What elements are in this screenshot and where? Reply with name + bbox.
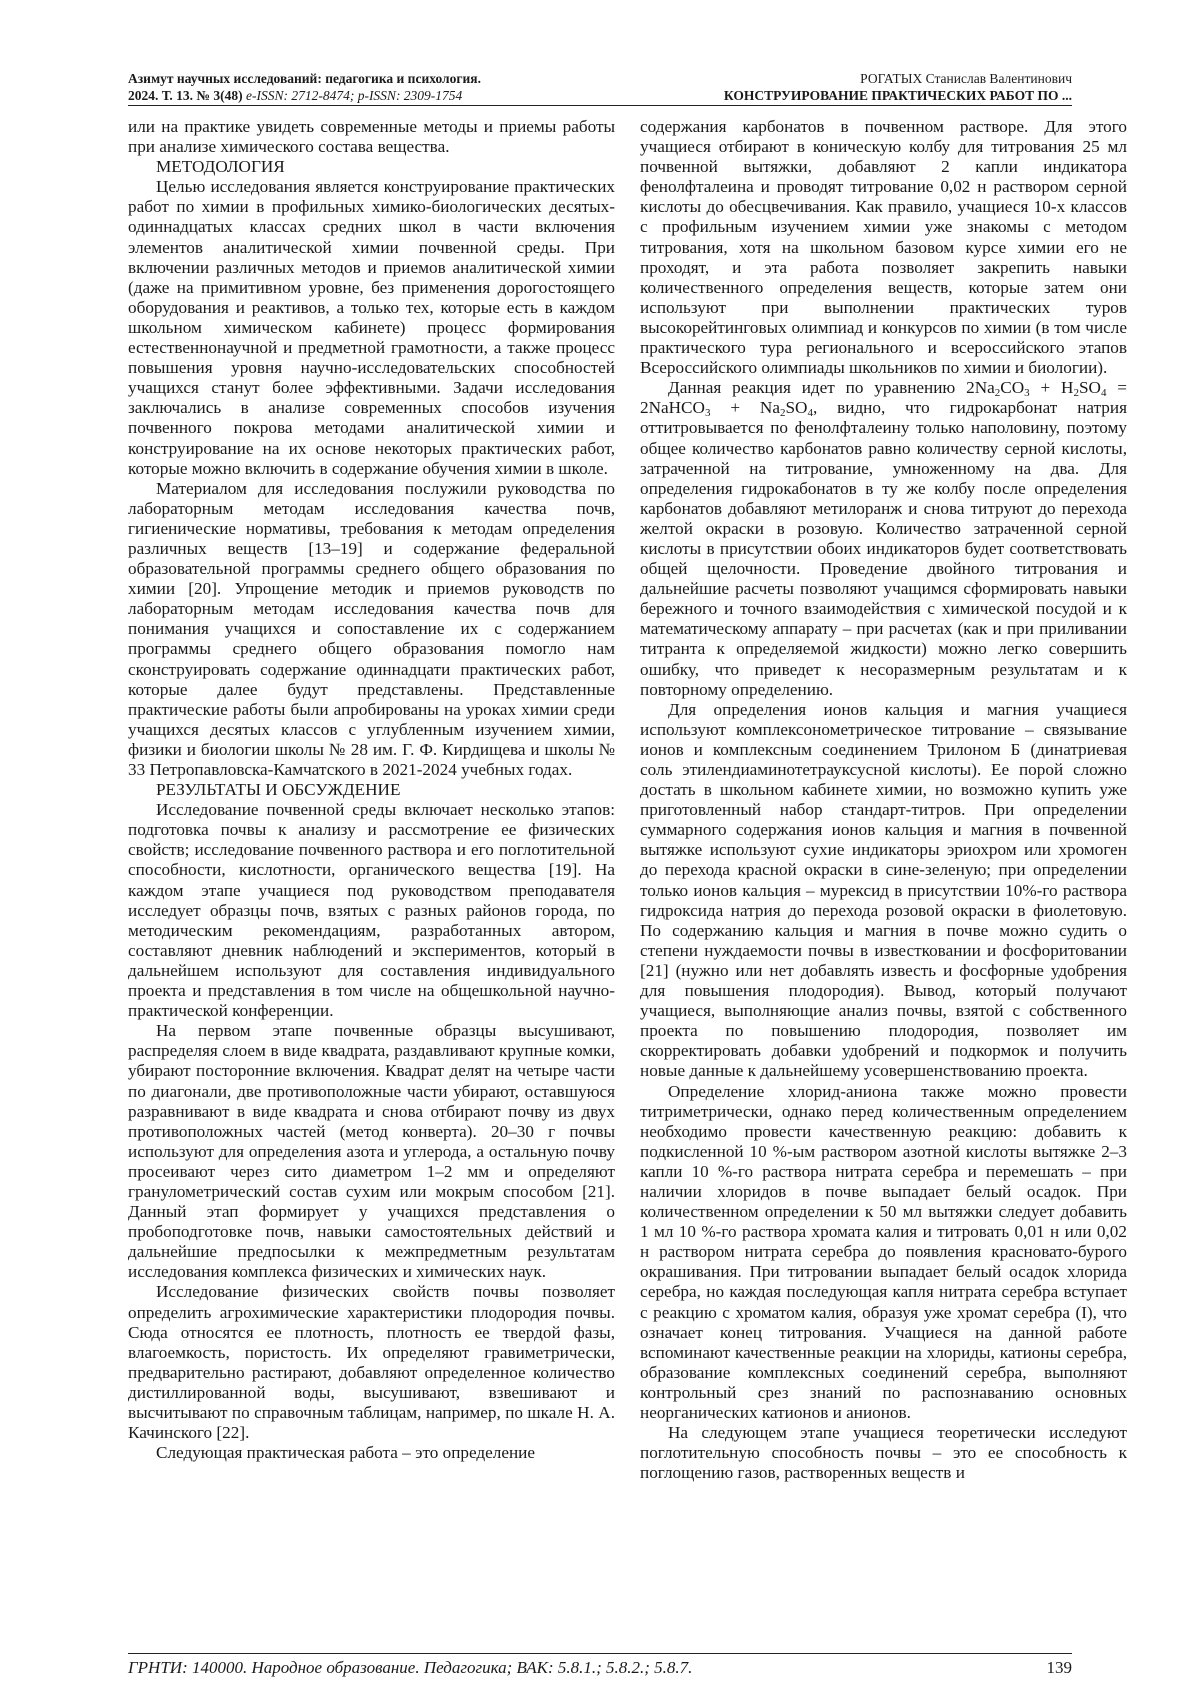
page-footer xyxy=(128,1658,1072,1678)
equation-text: SO xyxy=(1078,378,1101,398)
classification-codes: ГРНТИ: 140000. Народное образование. Педагогика; ВАК: 5.8.1.; 5.8.2.; 5.8.7. xyxy=(128,1658,693,1677)
right-column xyxy=(640,117,1127,1483)
journal-issue xyxy=(128,87,598,104)
paragraph: На первом этапе почвенные образцы высушивают, распределяя слоем в виде квадрата, раздавливают крупные комки, убирают посторонние включения. Квадрат делят на четыре части по диагонали, две противоположные части убирают, оставшуюся разравнивают в виде квадрата и снова отбирают почву из двух противоположных частей (метод конверта). 20–30 г почвы используют для определения азота и углерода, а остальную почву просеивают через сито диаметром 1–2 мм и определяют гранулометрический состав сухим или мокрым способом [21]. Данный этап формирует у учащихся представления о пробоподготовке почв, навыки самостоятельных действий и дальнейшие предпосылки к межпредметным результатам исследования комплекса физических и химических наук. xyxy=(128,1021,615,1282)
equation-paragraph xyxy=(640,378,1127,700)
paragraph-text: , видно, что гидрокарбонат натрия оттитровывается по фенолфталеину только наполовину, поэтому общее количество карбонатов равно количеству серной кислоты, затраченной на титрование, умноженному на два. Для определения гидрокабонатов в ту же колбу после определения карбонатов добавляют метилоранж и снова титруют до перехода желтой окраски в розовую. Количество затраченной серной кислоты в присутствии обоих индикаторов будет соответствовать общей щелочности. Проведение двойного титрования и дальнейшие расчеты позволяют учащимся сформировать навыки бережного и точного взаимодействия с химической посудой и к математическому аппарату – при расчетах (как и при приливании титранта к определяемой жидкости) можно легко совершить ошибку, что приведет к несоразмерным результатам и к повторному определению. xyxy=(640,398,1127,699)
journal-name: Азимут научных исследований: педагогика и психология. xyxy=(128,71,481,86)
author-name: РОГАТЫХ Станислав Валентинович xyxy=(860,71,1072,86)
issue-number: 2024. Т. 13. № 3(48) xyxy=(128,88,243,103)
subscript: 4 xyxy=(807,407,813,420)
paragraph: Целью исследования является конструирование практических работ по химии в профильных химико-биологических десятых-одиннадцатых классах средних школ в части включения элементов аналитической химии почвенной среды. При включении различных методов и приемов аналитической химии (даже на примитивном уровне, без применения дорогостоящего оборудования и реактивов, а только тех, которые есть в каждом школьном химическом кабинете) процесс формирования естественнонаучной и предметной грамотности, а также процесс повышения уровня научно-исследовательских способностей учащихся станут более эффективными. Задачи исследования заключались в анализе современных способов изучения почвенного покрова методами аналитической химии и конструирование на их основе некоторых практических работ, которые можно включить в содержание обучения химии в школе. xyxy=(128,177,615,478)
equation-text: + Na xyxy=(710,398,780,418)
paragraph: На следующем этапе учащиеся теоретически исследуют поглотительную способность почвы – это ее способность к поглощению газов, растворенных веществ и xyxy=(640,1423,1127,1483)
paragraph: Исследование почвенной среды включает несколько этапов: подготовка почвы к анализу и рассмотрение ее физических свойств; исследование почвенного раствора и его поглотительной способности, кислотности, органического вещества [19]. На каждом этапе учащиеся под руководством преподавателя исследует образцы почв, взятых с разных районов города, по методическим рекомендациям, разработанных автором, составляют дневник наблюдений и экспериментов, который в дальнейшем используют для составления индивидуального проекта и представления в том числе на общешкольной научно-практической конференции. xyxy=(128,800,615,1021)
header-divider xyxy=(128,105,1072,106)
page-number: 139 xyxy=(1046,1658,1072,1677)
paragraph: Материалом для исследования послужили руководства по лабораторным методам исследования качества почв, гигиенические нормативы, требования к методам определения различных веществ [13–19] и содержание федеральной образовательной программы среднего общего образования по химии [20]. Упрощение методик и приемов руководств по лабораторным методам исследования качества почв для понимания учащихся и сопоставление их с содержанием программы среднего общего образования помогло нам сконструировать содержание одиннадцати практических работ, которые далее будут представлены. Представленные практические работы были апробированы на уроках химии среди учащихся десятых классов с углубленным изучением химии, физики и биологии школы № 28 им. Г. Ф. Кирдищева и школы № 33 Петропавловска-Камчатского в 2021-2024 учебных годах. xyxy=(128,478,615,779)
paragraph: или на практике увидеть современные методы и приемы работы при анализе химического состава вещества. xyxy=(128,117,615,157)
subscript: 2 xyxy=(1073,387,1079,400)
journal-header xyxy=(128,70,598,104)
section-heading-methodology: МЕТОДОЛОГИЯ xyxy=(156,157,285,177)
footer-divider xyxy=(128,1653,1072,1654)
paragraph: Для определения ионов кальция и магния учащиеся используют комплексонометрическое титрование – связывание ионов и комплексным соединением Трилоном Б (динатриевая соль этилендиаминотетрауксусной кислоты). Ее порой сложно достать в школьном кабинете химии, но возможно купить уже приготовленный набор стандарт-титров. При определении суммарного содержания ионов кальция и магния в почвенной вытяжке используют сухие индикаторы эриохром или хромоген до перехода красной окраски в сине-зеленую; при определении только ионов кальция – мурексид в присутствии 10%-го раствора гидроксида натрия до перехода розовой окраски в фиолетовую. По содержанию кальция и магния в почве можно судить о степени нуждаемости почвы в известковании и фосфоритовании [21] (нужно или нет добавлять известь и фосфорные удобрения для повышения плодородия). Вывод, который получают учащиеся, выполняющие анализ почвы, взятой с собственного проекта по повышению плодородия, позволяет им скорректировать добавки удобрений и подкормок и получить новые данные к дальнейшему усовершенствованию проекта. xyxy=(640,699,1127,1081)
equation-text: + H xyxy=(1029,378,1074,398)
subscript: 2 xyxy=(779,407,786,420)
equation-text: = 2NaHCO xyxy=(640,378,1127,418)
section-heading-results: РЕЗУЛЬТАТЫ И ОБСУЖДЕНИЕ xyxy=(156,780,401,800)
paragraph: Следующая практическая работа – это определение xyxy=(156,1443,536,1463)
equation-text: Данная реакция идет по уравнению 2Na xyxy=(668,378,995,398)
left-column xyxy=(128,117,615,1463)
subscript: 2 xyxy=(994,387,1001,400)
running-title: КОНСТРУИРОВАНИЕ ПРАКТИЧЕСКИХ РАБОТ ПО ... xyxy=(723,88,1072,103)
equation-text: CO xyxy=(1000,378,1025,398)
equation-text: SO xyxy=(785,398,808,418)
issn: e-ISSN: 2712-8474; p-ISSN: 2309-1754 xyxy=(242,88,463,103)
subscript: 3 xyxy=(1024,387,1030,400)
paragraph: Исследование физических свойств почвы позволяет определить агрохимические характеристики плодородия почвы. Сюда относятся ее плотность, плотность ее твердой фазы, влагоемкость, пористость. Их определяют гравиметрически, предварительно растирают, добавляют определенное количество дистиллированной воды, высушивают, взвешивают и высчитывают по справочным таблицам, например, по шкале Н. А. Качинского [22]. xyxy=(128,1282,615,1443)
article-header xyxy=(552,70,1072,104)
subscript: 4 xyxy=(1100,387,1107,400)
paragraph: Определение хлорид-аниона также можно провести титриметрически, однако перед количественным определением необходимо провести качественную реакцию: добавить к подкисленной 10 %-ым раствором азотной кислоты вытяжке 2–3 капли 10 %-го раствора нитрата серебра и перемешать – при наличии хлоридов в почве выпадает белый осадок. При количественном определении к 50 мл вытяжки следует добавить 1 мл 10 %-го раствора хромата калия и титровать 0,01 н или 0,02 н раствором нитрата серебра до появления красновато-бурого окрашивания. При титровании выпадает белый осадок хлорида серебра, но каждая последующая капля нитрата серебра вступает с реакцию с хроматом калия, образуя уже хромат серебра (I), что означает конец титрования. Учащиеся на данной работе вспоминают качественные реакции на хлориды, катионы серебра, образование комплексных соединений серебра, выполняют контрольный срез знаний по распознаванию основных неорганических катионов и анионов. xyxy=(640,1081,1127,1422)
subscript: 3 xyxy=(704,407,711,420)
paragraph: содержания карбонатов в почвенном растворе. Для этого учащиеся отбирают в коническую колбу для титрования 25 мл почвенной вытяжки, добавляют 2 капли индикатора фенолфталеина и проводят титрование 0,02 н раствором серной кислоты до обесцвечивания. Как правило, учащиеся 10-х классов с профильным изучением химии уже знакомы с методом титрования, хотя на школьном базовом курсе химии его не проходят, и эта работа позволяет закрепить навыки количественного определения веществ, которые затем они используют при выполнении практических туров высокорейтинговых олимпиад и конкурсов по химии (в том числе практического тура регионального и всероссийского этапов Всероссийского олимпиады школьников по химии и биологии). xyxy=(640,117,1127,378)
